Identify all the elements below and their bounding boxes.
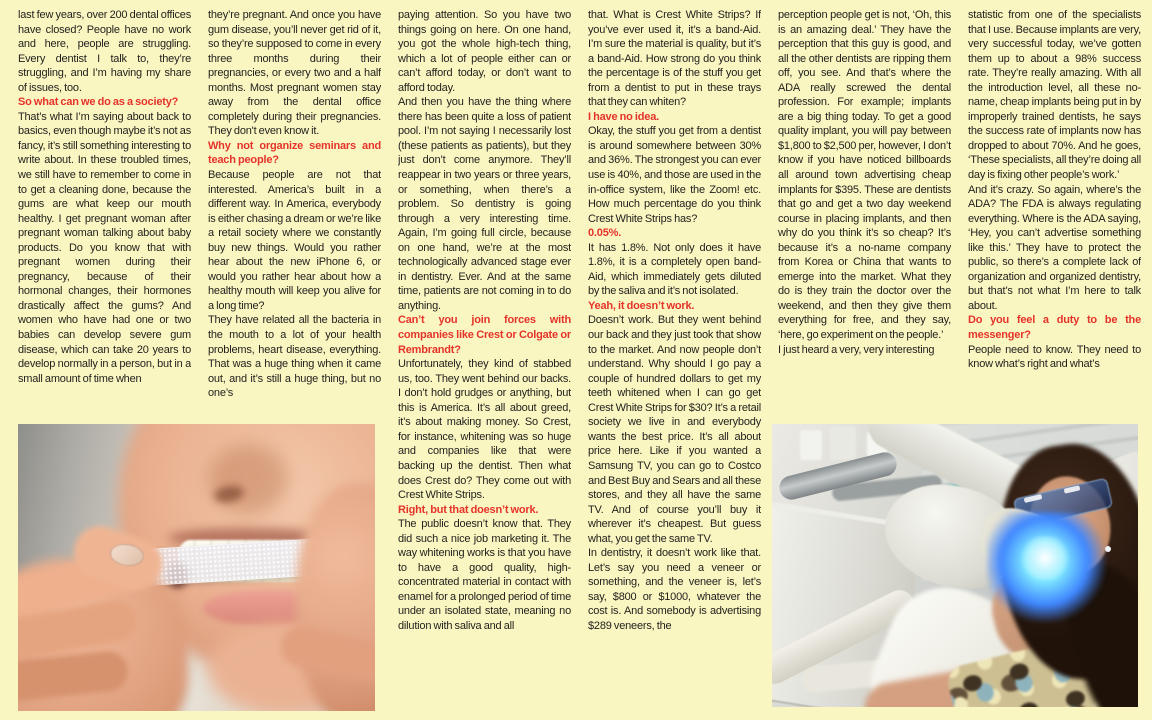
article-paragraph: perception people get is not, ‘Oh, this is an amazing deal.’ They have the perception that this guy is good, and all the other dentists are ripping them off, you see. And that’s where the ADA really screwed the dental profession. For example; implants are a big thing today. To get a good quality implant, you will pay between $1,800 to $2,500 per, however, I don’t know if you have noticed billboards all around town advertising cheap implants for $395. These are dentists that go and get a two day weekend course in placing implants, and then why do you think it’s so cheap? It’s because it’s a no-name company from Korea or China that wants to emerge into the market. What they do is they train the doctor over the weekend, and then they give them everything for free, and they say, ‘here, go experiment on the people.’ [778,9,951,342]
question-heading: Can’t you join forces with companies like Crest or Colgate or Rembrandt? [398,314,571,356]
question-heading: Why not organize seminars and teach people? [208,139,381,167]
text-column-5 [778,8,951,416]
article-paragraph: Okay, the stuff you get from a dentist is around somewhere between 30% and 36%. The strongest you can ever use is 40%, and those are used in the in-office system, like the Zoom! etc. How much percentage do you think Crest White Strips has? [588,125,761,225]
article-paragraph: They have related all the bacteria in the mouth to a lot of your health problems, heart disease, everything. That was a huge thing when it came out, and it’s still a huge thing, but no one’s [208,314,381,400]
article-paragraph: The public doesn’t know that. They did such a nice job marketing it. The way whitening works is that you have to have a good quality, high-concentrated material in contact with enamel for a prolonged period of time under an isolated state, meaning no dilution with saliva and all [398,518,571,632]
article-paragraph: they’re pregnant. And once you have gum disease, you’ll never get rid of it, so they’re supposed to come in every three months during their pregnancies, or every two and a half months. Most pregnant women stay away from the dental office completely during their pregnancies. They don't even know it. [208,9,381,138]
photo-dental-chair [772,424,1138,707]
article-paragraph: People need to know. They need to know what’s right and what’s [968,343,1141,371]
text-column-6 [968,8,1141,416]
cup-shape [830,426,856,460]
article-paragraph: last few years, over 200 dental offices have closed? People have no work and here, people are struggling. Every dentist I talk to, they’re struggling, and I’m having my share of issues, too. [18,9,191,94]
photo-whitening-strip [18,424,375,711]
question-heading: I have no idea. [588,110,660,123]
blue-light-core-shape [1020,536,1070,580]
article-paragraph: statistic from one of the specialists that I use. Because implants are very, very successful today, we’ve gotten them up to about a 98% success rate. They’re really amazing. With all the introduction level, all these no-name, cheap implants being put in by improperly trained dentists, he says the success rate of implants now has dropped to about 70%. And he goes, ‘These specialists, all they’re doing all day is fixing other people’s work.’ [968,9,1141,182]
article-paragraph: It has 1.8%. Not only does it have 1.8%, it is a completely open band-Aid, which immediately gets diluted by the saliva and it’s not isolated. [588,241,761,298]
text-column-3 [398,8,571,710]
article-paragraph: I just heard a very, very interesting [778,343,935,356]
article-paragraph: That’s what I’m saying about back to basics, even though maybe it’s not as fancy, it’s still something interesting to write about. In these troubled times, we still have to remember to come in to get a cleaning done, because the gums are what keep our mouth healthy. I get pregnant woman after pregnant woman talking about baby products. Do you know that with pregnant women during their pregnancy, because of their hormonal changes, their hormones drastically affect the gums? And women who have had one or two babies can develop severe gum disease, which can take 20 years to develop normally in a person, but in a small amount of time when [18,110,191,385]
cup-shape [800,430,822,460]
article-paragraph: Because people are not that interested. America’s built in a different way. In America, everybody is either chasing a dream or we’re like a retail society where we constantly buy new things. Would you rather hear about the new iPhone 6, or would you rather hear about how a healthy mouth will keep you alive for a long time? [208,169,381,312]
article-paragraph: Doesn’t work. But they went behind our back and they just took that show to the market. And now people don’t understand. Why should I go pay a couple of hundred dollars to get my teeth whitened when I can go get Crest White Strips for $30? It’s a retail society we live in and everybody wants the best price. It’s all about price here. Like if you wanted a Samsung TV, you can go to Costco and Best Buy and Sears and all these stores, and they all have the same TV. And of course you’ll buy it wherever it’s cheapest. But guess what, you get the same TV. [588,314,761,545]
text-column-4 [588,8,761,710]
text-column-2 [208,8,381,416]
article-paragraph: And then you have the thing where there has been quite a loss of patient pool. I’m not saying I necessarily lost (these patients as patients), but they just don’t come anymore. They’ll reappear in two years or three years, or something, when there’s a problem. So dentistry is going through a very interesting time. Again, I’m going full circle, because on one hand, we’re at the most technologically advanced stage ever in dentistry. Ever. And at the same time, patients are not coming in to do anything. [398,96,571,312]
article-paragraph: that. What is Crest White Strips? If you’ve ever used it, it’s a band-Aid. I’m sure the material is quality, but it’s a band-Aid. How strong do you think the percentage is of the stuff you get from a dentist to put in these trays that they can whiten? [588,9,761,109]
question-heading: Yeah, it doesn’t work. [588,299,695,312]
article-paragraph: And it’s crazy. So again, where’s the ADA? The FDA is always regulating everything. Where is the ADA saying, ‘Hey, you can’t advertise something like this.’ They have to protect the public, so there’s a complete lack of organization and organized dentistry, but that’s not what I’m here to talk about. [968,183,1141,312]
text-column-1 [18,8,191,416]
article-paragraph: In dentistry, it doesn’t work like that. Let’s say you need a veneer or something, and the veneer is, let’s say, $800 or $1000, whatever the cost is. And somebody is advertising $289 veneers, the [588,547,761,632]
question-heading: Right, but that doesn’t work. [398,503,539,516]
nose-shadow-shape [208,444,288,514]
article-paragraph: paying attention. So you have two things going on here. On one hand, you got the whole high-tech thing, which a lot of people either can or can’t afford today, or don’t want to afford today. [398,9,571,94]
question-heading: 0.05%. [588,227,622,240]
question-heading: Do you feel a duty to be the messenger? [968,314,1141,342]
question-heading: So what can we do as a society? [18,96,179,109]
article-paragraph: Unfortunately, they kind of stabbed us, too. They went behind our backs. I don’t hold grudges or anything, but this is America. It’s all about greed, it’s about making money. So Crest, for instance, whitening was so huge and companies like that were backing up the dentist. Then what does Crest do? They come out with Crest White Strips. [398,358,571,502]
